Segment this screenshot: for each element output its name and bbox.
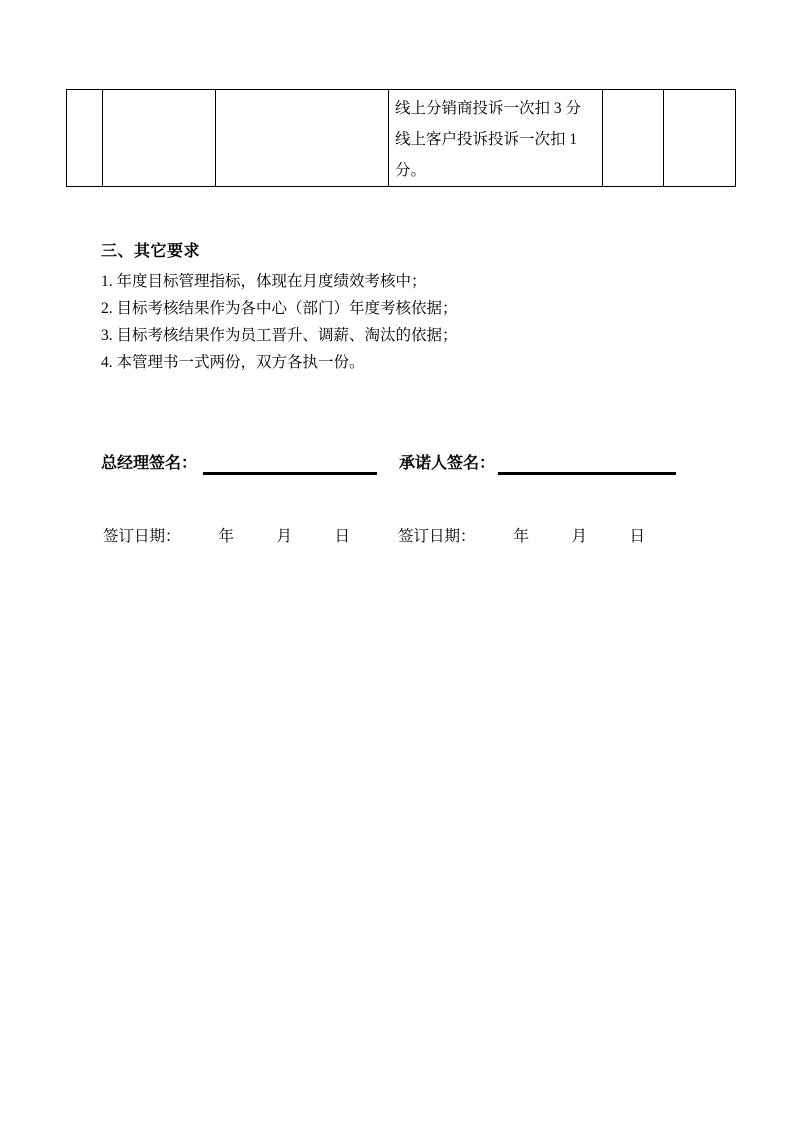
sign-date-day-unit-1: 日 [334, 528, 351, 545]
sign-date-group-2 [398, 524, 688, 546]
section-heading-other-requirements: 三、其它要求 [101, 243, 201, 260]
table-row [67, 90, 736, 187]
list-item: 4. 本管理书一式两份，双方各执一份。 [101, 354, 365, 371]
sign-date-row [103, 524, 723, 552]
list-item: 3. 目标考核结果作为员工晋升、调薪、淘汰的依据； [101, 327, 458, 344]
assessment-table [66, 89, 736, 187]
table-cell-score [664, 90, 736, 187]
list-item: 2. 目标考核结果作为各中心（部门）年度考核依据； [101, 300, 458, 317]
table-fragment [66, 89, 729, 187]
scoring-rule-text [389, 90, 602, 186]
sign-date-label-2: 签订日期： [398, 528, 476, 545]
table-cell-category [103, 90, 216, 187]
committer-signature-label: 承诺人签名： [399, 455, 496, 472]
general-manager-signature-line[interactable] [203, 472, 377, 475]
requirements-list [101, 268, 458, 376]
list-item: 1. 年度目标管理指标，体现在月度绩效考核中； [101, 273, 427, 290]
signature-row [101, 450, 701, 480]
table-cell-indicator [216, 90, 389, 187]
sign-date-group-1 [103, 524, 393, 546]
sign-date-label-1: 签订日期： [103, 528, 181, 545]
scoring-rule-line-1: 线上分销商投诉一次扣 3 分 [395, 100, 582, 117]
signature-group-general-manager [101, 450, 197, 473]
table-cell-weight [603, 90, 664, 187]
scoring-rule-line-2: 线上客户投诉投诉一次扣 1 [395, 131, 578, 148]
general-manager-signature-label: 总经理签名： [101, 455, 198, 472]
sign-date-month-unit-2: 月 [571, 528, 588, 545]
table-cell-scoring-rule [389, 90, 603, 187]
committer-signature-line[interactable] [498, 472, 676, 475]
sign-date-year-unit-2: 年 [513, 528, 530, 545]
signature-group-committer [399, 450, 495, 473]
scoring-rule-line-3: 分。 [395, 162, 427, 179]
table-cell-index [67, 90, 103, 187]
sign-date-year-unit-1: 年 [218, 528, 235, 545]
sign-date-month-unit-1: 月 [276, 528, 293, 545]
sign-date-day-unit-2: 日 [629, 528, 646, 545]
